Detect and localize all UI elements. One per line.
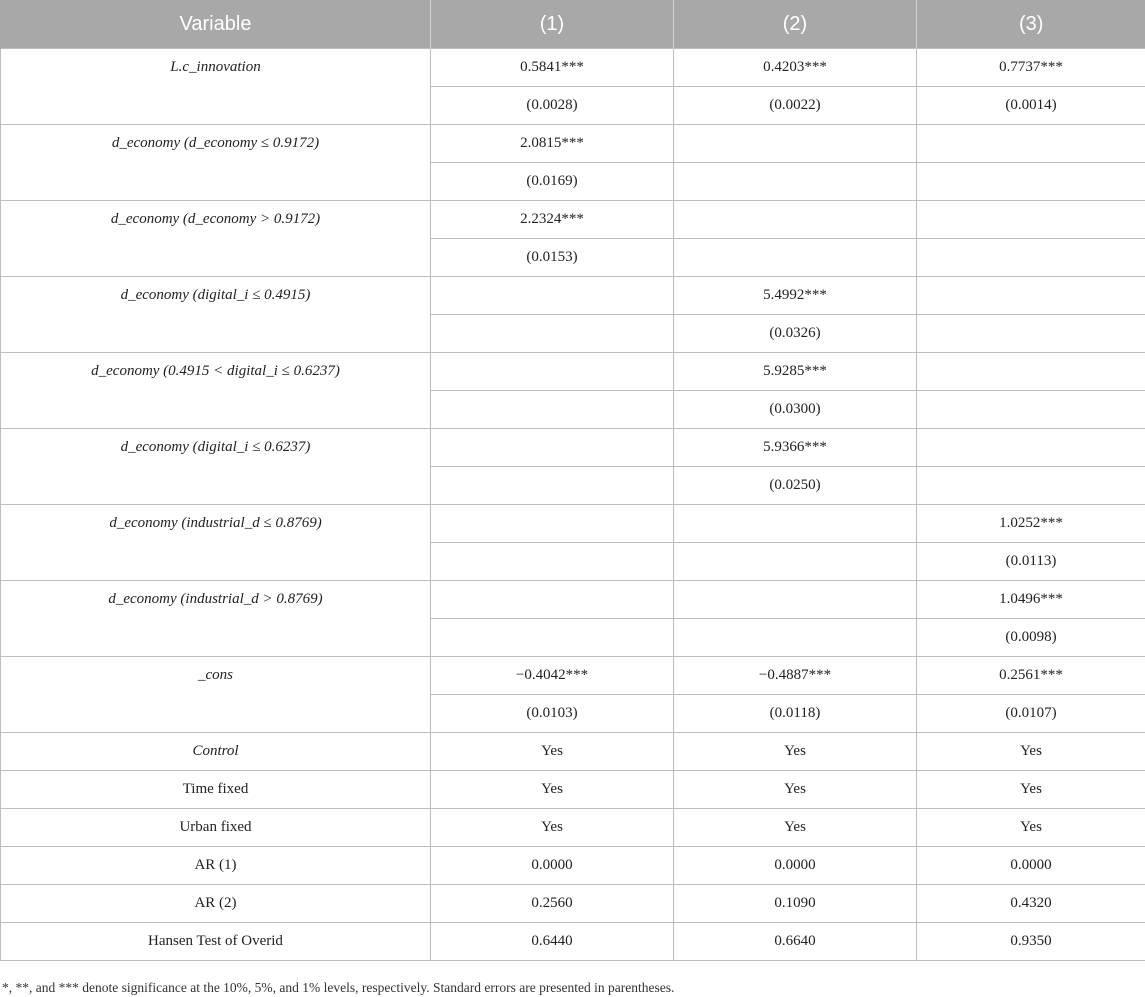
variable-name: Control bbox=[1, 733, 431, 771]
coefficient-row bbox=[1, 657, 1145, 695]
coefficient-row bbox=[1, 505, 1145, 543]
coefficient-cell: 1.0252*** bbox=[917, 505, 1145, 543]
standard-error-cell bbox=[917, 239, 1145, 277]
value-cell: Yes bbox=[917, 733, 1145, 771]
table-body bbox=[1, 49, 1145, 961]
header-row bbox=[1, 0, 1145, 49]
header-model-3: (3) bbox=[917, 0, 1145, 49]
coefficient-cell bbox=[431, 429, 674, 467]
coefficient-cell: 0.7737*** bbox=[917, 49, 1145, 87]
value-cell: Yes bbox=[431, 809, 674, 847]
variable-name: L.c_innovation bbox=[1, 49, 431, 125]
statistic-row bbox=[1, 923, 1145, 961]
standard-error-cell: (0.0326) bbox=[674, 315, 917, 353]
variable-name: Time fixed bbox=[1, 771, 431, 809]
coefficient-cell: 0.4203*** bbox=[674, 49, 917, 87]
standard-error-cell bbox=[431, 543, 674, 581]
value-cell: 0.6440 bbox=[431, 923, 674, 961]
value-cell: Yes bbox=[674, 809, 917, 847]
coefficient-row bbox=[1, 125, 1145, 163]
coefficient-row bbox=[1, 277, 1145, 315]
variable-name: Hansen Test of Overid bbox=[1, 923, 431, 961]
variable-name: d_economy (digital_i ≤ 0.6237) bbox=[1, 429, 431, 505]
variable-name: d_economy (industrial_d > 0.8769) bbox=[1, 581, 431, 657]
table-footnote: *, **, and *** denote significance at the 10%, 5%, and 1% levels, respectively. Standard errors are presented in parentheses. bbox=[2, 980, 675, 995]
coefficient-cell bbox=[917, 125, 1145, 163]
standard-error-cell bbox=[431, 619, 674, 657]
coefficient-cell bbox=[431, 353, 674, 391]
header-model-1: (1) bbox=[431, 0, 674, 49]
standard-error-cell bbox=[917, 391, 1145, 429]
coefficient-row bbox=[1, 201, 1145, 239]
value-cell: Yes bbox=[431, 771, 674, 809]
value-cell: Yes bbox=[917, 771, 1145, 809]
variable-name: _cons bbox=[1, 657, 431, 733]
standard-error-cell bbox=[917, 315, 1145, 353]
standard-error-cell bbox=[674, 163, 917, 201]
value-cell: 0.6640 bbox=[674, 923, 917, 961]
standard-error-cell bbox=[431, 315, 674, 353]
coefficient-cell: 5.4992*** bbox=[674, 277, 917, 315]
coefficient-cell: −0.4887*** bbox=[674, 657, 917, 695]
value-cell: 0.0000 bbox=[917, 847, 1145, 885]
coefficient-cell: −0.4042*** bbox=[431, 657, 674, 695]
coefficient-cell: 0.5841*** bbox=[431, 49, 674, 87]
statistic-row bbox=[1, 733, 1145, 771]
coefficient-cell bbox=[674, 201, 917, 239]
standard-error-cell bbox=[674, 239, 917, 277]
value-cell: 0.0000 bbox=[431, 847, 674, 885]
value-cell: Yes bbox=[917, 809, 1145, 847]
coefficient-cell bbox=[431, 505, 674, 543]
value-cell: Yes bbox=[674, 733, 917, 771]
standard-error-cell: (0.0107) bbox=[917, 695, 1145, 733]
variable-name: AR (2) bbox=[1, 885, 431, 923]
standard-error-cell bbox=[674, 619, 917, 657]
variable-name: d_economy (industrial_d ≤ 0.8769) bbox=[1, 505, 431, 581]
coefficient-cell bbox=[431, 581, 674, 619]
variable-name: AR (1) bbox=[1, 847, 431, 885]
statistic-row bbox=[1, 809, 1145, 847]
value-cell: 0.4320 bbox=[917, 885, 1145, 923]
value-cell: 0.1090 bbox=[674, 885, 917, 923]
coefficient-cell bbox=[917, 277, 1145, 315]
value-cell: Yes bbox=[431, 733, 674, 771]
variable-name: Urban fixed bbox=[1, 809, 431, 847]
header-variable: Variable bbox=[1, 0, 431, 49]
standard-error-cell: (0.0153) bbox=[431, 239, 674, 277]
coefficient-row bbox=[1, 353, 1145, 391]
variable-name: d_economy (0.4915 < digital_i ≤ 0.6237) bbox=[1, 353, 431, 429]
variable-name: d_economy (d_economy > 0.9172) bbox=[1, 201, 431, 277]
coefficient-cell: 0.2561*** bbox=[917, 657, 1145, 695]
coefficient-row bbox=[1, 581, 1145, 619]
coefficient-cell: 5.9285*** bbox=[674, 353, 917, 391]
standard-error-cell: (0.0113) bbox=[917, 543, 1145, 581]
standard-error-cell: (0.0014) bbox=[917, 87, 1145, 125]
standard-error-cell: (0.0022) bbox=[674, 87, 917, 125]
standard-error-cell bbox=[674, 543, 917, 581]
value-cell: 0.2560 bbox=[431, 885, 674, 923]
coefficient-cell: 2.2324*** bbox=[431, 201, 674, 239]
coefficient-cell bbox=[674, 581, 917, 619]
statistic-row bbox=[1, 885, 1145, 923]
standard-error-cell: (0.0103) bbox=[431, 695, 674, 733]
standard-error-cell: (0.0169) bbox=[431, 163, 674, 201]
standard-error-cell: (0.0300) bbox=[674, 391, 917, 429]
table-header bbox=[1, 0, 1145, 49]
coefficient-cell bbox=[674, 125, 917, 163]
coefficient-cell bbox=[917, 429, 1145, 467]
coefficient-cell: 5.9366*** bbox=[674, 429, 917, 467]
value-cell: 0.0000 bbox=[674, 847, 917, 885]
coefficient-cell: 1.0496*** bbox=[917, 581, 1145, 619]
statistic-row bbox=[1, 771, 1145, 809]
value-cell: 0.9350 bbox=[917, 923, 1145, 961]
variable-name: d_economy (d_economy ≤ 0.9172) bbox=[1, 125, 431, 201]
value-cell: Yes bbox=[674, 771, 917, 809]
coefficient-row bbox=[1, 429, 1145, 467]
coefficient-row bbox=[1, 49, 1145, 87]
statistic-row bbox=[1, 847, 1145, 885]
header-model-2: (2) bbox=[674, 0, 917, 49]
coefficient-cell bbox=[431, 277, 674, 315]
standard-error-cell bbox=[917, 163, 1145, 201]
coefficient-cell bbox=[674, 505, 917, 543]
coefficient-cell: 2.0815*** bbox=[431, 125, 674, 163]
standard-error-cell: (0.0098) bbox=[917, 619, 1145, 657]
coefficient-cell bbox=[917, 201, 1145, 239]
standard-error-cell bbox=[917, 467, 1145, 505]
standard-error-cell: (0.0118) bbox=[674, 695, 917, 733]
standard-error-cell: (0.0250) bbox=[674, 467, 917, 505]
standard-error-cell bbox=[431, 467, 674, 505]
coefficient-cell bbox=[917, 353, 1145, 391]
variable-name: d_economy (digital_i ≤ 0.4915) bbox=[1, 277, 431, 353]
standard-error-cell bbox=[431, 391, 674, 429]
standard-error-cell: (0.0028) bbox=[431, 87, 674, 125]
